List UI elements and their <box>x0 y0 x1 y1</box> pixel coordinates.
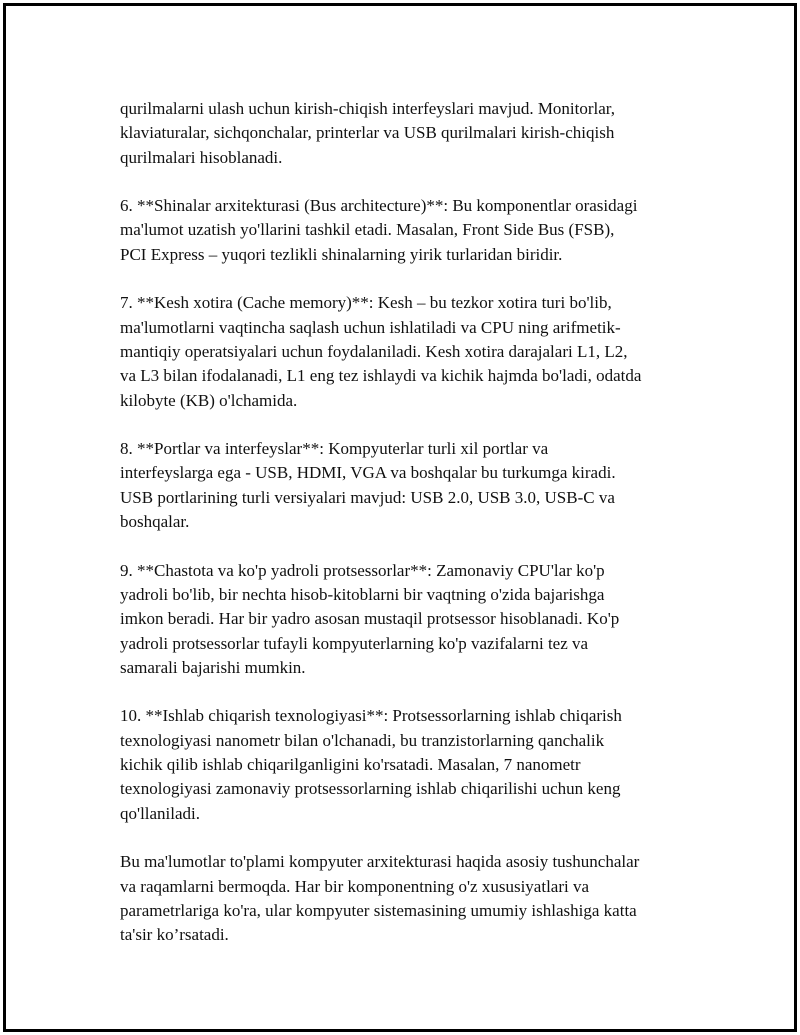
paragraph-bus-architecture <box>120 194 700 267</box>
text-line: texnologiyasi zamonaviy protsessorlarning ishlab chiqarilishi uchun keng <box>120 779 621 799</box>
text-line: 10. **Ishlab chiqarish texnologiyasi**: Protsessorlarning ishlab chiqarish <box>120 706 622 726</box>
document-body <box>120 97 700 972</box>
paragraph-ports-interfaces <box>120 437 700 534</box>
text-line: ta'sir ko’rsatadi. <box>120 925 229 945</box>
text-line: texnologiyasi nanometr bilan o'lchanadi, bu tranzistorlarning qanchalik <box>120 730 605 750</box>
text-line: qurilmalarni ulash uchun kirish-chiqish interfeyslari mavjud. Monitorlar, <box>120 99 616 118</box>
text-line: yadroli bo'lib, bir nechta hisob-kitoblarni bir vaqtning o'zida bajarishga <box>120 584 605 604</box>
paragraph-multicore <box>120 559 700 680</box>
text-line: klaviaturalar, sichqonchalar, printerlar va USB qurilmalari kirish-chiqish <box>120 123 615 143</box>
text-line: ma'lumot uzatish yo'llarini tashkil etadi. Masalan, Front Side Bus (FSB), <box>120 220 615 240</box>
text-line: 7. **Kesh xotira (Cache memory)**: Kesh – bu tezkor xotira turi bo'lib, <box>120 293 612 313</box>
text-line: kichik qilib ishlab chiqarilganligini ko'rsatadi. Masalan, 7 nanometr <box>120 755 581 775</box>
text-line: 6. **Shinalar arxitekturasi (Bus architecture)**: Bu komponentlar orasidagi <box>120 196 638 216</box>
text-line: interfeyslarga ega - USB, HDMI, VGA va boshqalar bu turkumga kiradi. <box>120 463 616 483</box>
text-line: USB portlarining turli versiyalari mavjud: USB 2.0, USB 3.0, USB-C va <box>120 487 615 507</box>
text-line: va raqamlarni bermoqda. Har bir komponentning o'z xususiyatlari va <box>120 876 590 896</box>
paragraph-manufacturing-technology <box>120 704 700 825</box>
text-line: boshqalar. <box>120 512 190 532</box>
text-line: mantiqiy operatsiyalari uchun foydalaniladi. Kesh xotira darajalari L1, L2, <box>120 341 628 361</box>
page-border <box>3 3 797 1032</box>
text-line: yadroli protsessorlar tufayli kompyuterlarning ko'p vazifalarni tez va <box>120 633 589 653</box>
text-line: va L3 bilan ifodalanadi, L1 eng tez ishlaydi va kichik hajmda bo'ladi, odatda <box>120 366 642 386</box>
text-line: Bu ma'lumotlar to'plami kompyuter arxitekturasi haqida asosiy tushunchalar <box>120 852 640 872</box>
text-line: 9. **Chastota va ko'p yadroli protsessorlar**: Zamonaviy CPU'lar ko'p <box>120 560 605 580</box>
paragraph-cache-memory <box>120 291 700 412</box>
text-line: kilobyte (KB) o'lchamida. <box>120 390 298 410</box>
text-line: PCI Express – yuqori tezlikli shinalarning yirik turlaridan biridir. <box>120 244 563 264</box>
text-line: qo'llaniladi. <box>120 803 201 823</box>
text-line: samarali bajarishi mumkin. <box>120 657 306 677</box>
text-line: ma'lumotlarni vaqtincha saqlash uchun ishlatiladi va CPU ning arifmetik- <box>120 317 621 337</box>
text-line: imkon beradi. Har bir yadro asosan mustaqil protsessor hisoblanadi. Ko'p <box>120 609 620 629</box>
paragraph-io-devices-continued <box>120 97 700 170</box>
paragraph-conclusion <box>120 850 700 947</box>
text-line: 8. **Portlar va interfeyslar**: Kompyuterlar turli xil portlar va <box>120 439 549 459</box>
text-line: parametrlariga ko'ra, ular kompyuter sistemasining umumiy ishlashiga katta <box>120 900 637 920</box>
text-line: qurilmalari hisoblanadi. <box>120 147 283 167</box>
